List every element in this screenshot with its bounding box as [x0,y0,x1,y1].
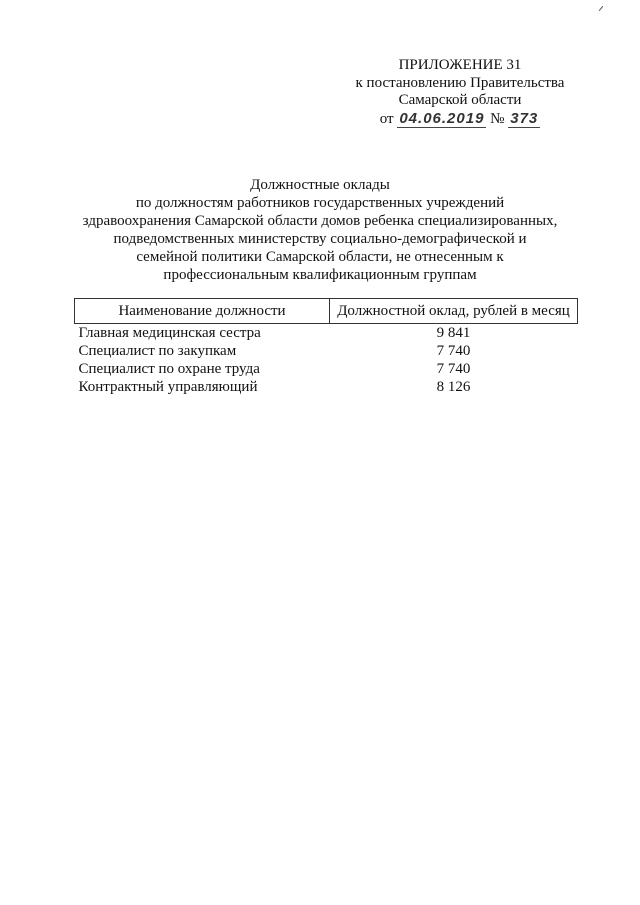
appendix-line2: Самарской области [398,92,522,108]
handwritten-number: 373 [510,109,539,127]
title-line: Должностные оклады [250,177,390,193]
position-cell: Специалист по закупкам [78,343,237,359]
number-prefix: № [490,110,505,127]
title-line: здравоохранения Самарской области домов ребенка специализированных, [82,213,558,229]
table-row [75,342,578,360]
appendix-line1: к постановлению Правительства [355,74,565,91]
handwritten-date: 04.06.2019 [399,109,485,127]
salary-cell: 9 841 [436,325,471,341]
salary-cell: 7 740 [436,343,471,359]
title-line: подведомственных министерству социально-демографической и [113,231,527,247]
document-title [40,176,600,284]
title-line: семейной политики Самарской области, не отнесенным к [136,249,504,265]
table-row [75,360,578,378]
appendix-title: ПРИЛОЖЕНИЕ 31 [398,57,522,73]
salary-cell: 7 740 [436,361,471,377]
title-line: по должностям работников государственных учреждений [135,195,505,211]
salary-table [74,298,578,396]
title-line: профессиональным квалификационным группам [163,267,477,283]
table-row [75,378,578,396]
scan-mark [599,6,604,11]
position-cell: Специалист по охране труда [78,361,260,377]
position-cell: Главная медицинская сестра [78,325,261,341]
date-prefix: от [379,110,394,127]
table-header-row [75,299,578,324]
header-position: Наименование должности [75,299,330,324]
appendix-date-line [330,110,590,129]
salary-cell: 8 126 [436,379,471,395]
appendix-header [330,57,590,128]
header-salary: Должностной оклад, рублей в месяц [330,299,578,324]
table-row [75,324,578,343]
position-cell: Контрактный управляющий [78,379,258,395]
